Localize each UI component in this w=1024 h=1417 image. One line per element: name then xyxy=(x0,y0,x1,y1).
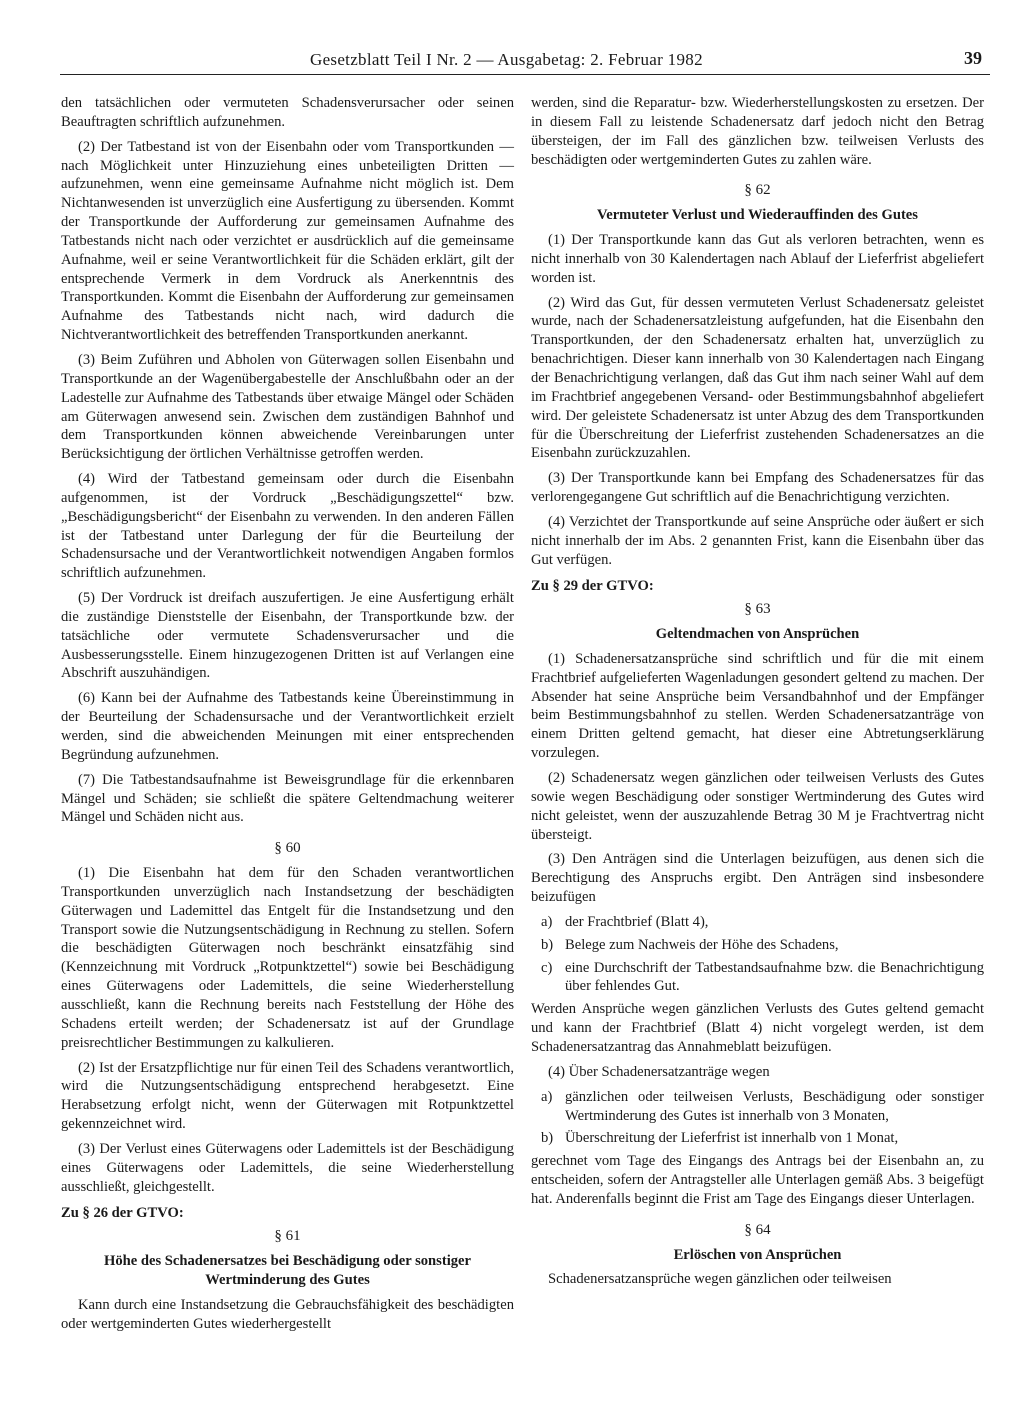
paragraph: (2) Schadenersatz wegen gänzlichen oder teilweisen Verlusts des Gutes sowie wegen Beschädigung oder sonstiger Wertminderung des Gutes wird nicht geleistet, wenn der auszuzahlende Betrag 30 M je Frachtvertrag nicht übersteigt. xyxy=(531,770,984,843)
section-heading-64: § 64 xyxy=(744,1221,771,1238)
list-item xyxy=(531,1129,984,1148)
list-item-text: der Frachtbrief (Blatt 4), xyxy=(565,913,709,930)
list-item-text: eine Durchschrift der Tatbestandsaufnahme bzw. die Benachrichtigung über fehlendes Gut. xyxy=(565,959,984,995)
list-item-label: b) xyxy=(541,1130,554,1147)
paragraph: (1) Die Eisenbahn hat dem für den Schaden verantwortlichen Transportkunden unverzüglich nach Instandsetzung der beschädigten Güterwagen und Lademittel das Entgelt für die Instandsetzung und den Transport sowie die Nutzungsentschädigung in Rechnung zu stellen. Sofern die beschädigten Güterwagen noch beschränkt einsatzfähig sind (Kennzeichnung mit Vordruck „Rotpunktzettel“) sowie bei Beschädigung eines Güterwagens oder Lademittels, die seine Wiederherstellung ausschließt, kann die Rechnung bereits nach Feststellung der Höhe des Schadens erteilt werden; der Schadenersatz ist auf der Grundlage preisrechtlicher Bestimmungen zu kalkulieren. xyxy=(61,865,514,1051)
section-heading-62: § 62 xyxy=(744,182,771,199)
list-item xyxy=(531,959,984,997)
list-item xyxy=(531,936,984,955)
list-item-label: c) xyxy=(541,959,553,976)
list-item xyxy=(531,913,984,932)
page-header-title: Gesetzblatt Teil I Nr. 2 — Ausgabetag: 2. Februar 1982 xyxy=(310,50,703,69)
paragraph: (1) Der Transportkunde kann das Gut als verloren betrachten, wenn es nicht innerhalb von 30 Kalendertagen nach Ablauf der Lieferfrist abgeliefert worden ist. xyxy=(531,232,984,286)
paragraph: (3) Der Transportkunde kann bei Empfang des Schadenersatzes für das verlorengegangene Gut schriftlich auf die Benachrichtigung verzichten. xyxy=(531,470,984,506)
list-item-text: Überschreitung der Lieferfrist ist innerhalb von 1 Monat, xyxy=(565,1130,899,1147)
paragraph: den tatsächlichen oder vermuteten Schadensverursacher oder seinen Beauftragten schriftlich aufzunehmen. xyxy=(61,95,514,130)
paragraph: Schadenersatzansprüche wegen gänzlichen oder teilweisen xyxy=(548,1271,892,1288)
paragraph: (3) Der Verlust eines Güterwagens oder Lademittels ist der Beschädigung eines Güterwagens oder Lademittels, die seine Wiederherstellung ausschließt, gleichgestellt. xyxy=(61,1140,514,1195)
paragraph: (3) Beim Zuführen und Abholen von Güterwagen sollen Eisenbahn und Transportkunde an der Wagenübergabestelle der Anschlußbahn oder an der Ladestelle zur Aufnahme des Tatbestands über etwaige Mängel oder Schäden am Güterwagen anwesend sein. Zwischen dem zuständigen Bahnhof und dem Transportkunden können abweichende Vereinbarungen unter Berücksichtigung der örtlichen Verhältnisse getroffen werden. xyxy=(61,351,514,463)
paragraph: (2) Ist der Ersatzpflichtige nur für einen Teil des Schadens verantwortlich, wird die Nutzungsentschädigung entsprechend herabgesetzt. Eine Herabsetzung erfolgt nicht, wenn der Güterwagen mit Rotpunktzettel gekennzeichnet wird. xyxy=(61,1059,514,1133)
section-title-62: Vermuteter Verlust und Wiederauffinden des Gutes xyxy=(597,207,918,224)
list-item-label: a) xyxy=(541,1088,553,1105)
left-column xyxy=(61,94,514,1339)
section-title-64: Erlöschen von Ansprüchen xyxy=(673,1246,842,1263)
page-header xyxy=(60,48,990,75)
paragraph: (4) Wird der Tatbestand gemeinsam oder durch die Eisenbahn aufgenommen, ist der Vordruck „Beschädigungszettel“ bzw. „Beschädigungsbericht“ der Eisenbahn zu verwenden. In den anderen Fällen ist der Tatbestand unter Darlegung der für die Beurteilung der Schadensursache und der Verantwortlichkeit notwendigen Angaben formlos schriftlich aufzunehmen. xyxy=(61,471,514,582)
section-heading-60: § 60 xyxy=(274,840,301,857)
paragraph: werden, sind die Reparatur- bzw. Wiederherstellungskosten zu ersetzen. Der in diesem Fall zu leistende Schadenersatz darf jedoch nicht den Betrag übersteigen, der im Fall des gänzlichen bzw. teilweisen Verlusts des beschädigten oder wertgeminderten Gutes zu zahlen wäre. xyxy=(531,95,984,168)
list-item-label: b) xyxy=(541,936,554,953)
gtvo-reference-heading: Zu § 29 der GTVO: xyxy=(531,578,654,595)
section-heading-63: § 63 xyxy=(744,601,771,618)
paragraph: gerechnet vom Tage des Eingangs des Antrags bei der Eisenbahn an, zu entscheiden, sofern der Antragsteller alle Unterlagen gemäß Abs. 3 beigefügt hat. Anderenfalls beginnt die Frist am Tage des Eingangs dieser Unterlagen. xyxy=(531,1153,984,1207)
paragraph: (6) Kann bei der Aufnahme des Tatbestands keine Übereinstimmung in der Beurteilung der Schadensursache und der Verantwortlichkeit erzielt werden, sind die abweichenden Meinungen mit einer entsprechenden Begründung aufzunehmen. xyxy=(61,690,514,763)
paragraph: (1) Schadenersatzansprüche sind schriftlich und für die mit einem Frachtbrief aufgelieferten Wagenladungen gesondert geltend zu machen. Der Absender hat seine Ansprüche beim Versandbahnhof und der Empfänger beim Bestimmungsbahnhof zu stellen. Werden Schadenersatzanträge von einem Dritten geltend gemacht, hat dieser eine Abtretungserklärung vorzulegen. xyxy=(531,650,984,762)
list-item xyxy=(531,1088,984,1126)
paragraph: (4) Verzichtet der Transportkunde auf seine Ansprüche oder äußert er sich nicht innerhalb der im Abs. 2 genannten Frist, kann die Eisenbahn über das Gut verfügen. xyxy=(531,513,984,568)
page-number: 39 xyxy=(964,48,982,68)
gtvo-reference-heading: Zu § 26 der GTVO: xyxy=(61,1205,184,1222)
paragraph: Werden Ansprüche wegen gänzlichen Verlusts des Gutes geltend gemacht und kann der Frachtbrief (Blatt 4) nicht vorgelegt werden, ist dem Schadenersatzantrag das Annahmeblatt beizufügen. xyxy=(531,1001,984,1055)
section-title-63: Geltendmachen von Ansprüchen xyxy=(655,626,860,643)
paragraph: (3) Den Anträgen sind die Unterlagen beizufügen, aus denen sich die Berechtigung des Anspruchs ergibt. Den Anträgen sind insbesondere beizufügen xyxy=(531,851,984,906)
paragraph: (2) Der Tatbestand ist von der Eisenbahn oder vom Transportkunden — nach Möglichkeit unter Hinzuziehung eines unbeteiligten Dritten — aufzunehmen, wenn eine gemeinsame Aufnahme nicht möglich ist. Dem Nichtanwesenden ist unverzüglich eine Ausfertigung zu übersenden. Kommt der Transportkunde der Aufforderung zur gemeinsamen Aufnahme des Tatbestands nicht nach oder verzichtet er ausdrücklich auf die gemeinsame Aufnahme, weil er seine Verantwortlichkeit für die Schäden erklärt, gilt der entsprechende Vermerk in dem Vordruck als Anerkenntnis des Transportkunden. Kommt die Eisenbahn der Aufforderung zur gemeinsamen Aufnahme des Tatbestands nicht nach, wird dadurch die Nichtverantwortlichkeit des betreffenden Transportkunden anerkannt. xyxy=(61,138,514,344)
paragraph: (5) Der Vordruck ist dreifach auszufertigen. Je eine Ausfertigung erhält die zuständige Dienststelle der Eisenbahn, der Transportkunde bzw. der tatsächliche oder vermutete Schadensverursacher und die Ausbesserungsstelle. Einem hinzugezogenen Dritten ist auf Verlangen eine Abschrift auszuhändigen. xyxy=(61,590,514,682)
right-column xyxy=(531,94,984,1295)
section-title-61: Höhe des Schadenersatzes bei Beschädigung oder sonstiger Wertminderung des Gutes xyxy=(103,1253,472,1288)
list-item-label: a) xyxy=(541,913,553,930)
list-item-text: Belege zum Nachweis der Höhe des Schadens, xyxy=(565,936,839,953)
paragraph: (4) Über Schadenersatzanträge wegen xyxy=(548,1063,770,1080)
paragraph: (7) Die Tatbestandsaufnahme ist Beweisgrundlage für die erkennbaren Mängel und Schäden; sie schließt die spätere Geltendmachung weiterer Mängel und Schäden nicht aus. xyxy=(61,771,514,826)
list-item-text: gänzlichen oder teilweisen Verlusts, Beschädigung oder sonstiger Wertminderung des Gutes ist innerhalb von 3 Monaten, xyxy=(565,1088,984,1124)
section-heading-61: § 61 xyxy=(274,1228,301,1245)
paragraph: Kann durch eine Instandsetzung die Gebrauchsfähigkeit des beschädigten oder wertgeminderten Gutes wiederhergestellt xyxy=(61,1296,514,1332)
paragraph: (2) Wird das Gut, für dessen vermuteten Verlust Schadenersatz geleistet wurde, nach der Schadenersatzleistung aufgefunden, hat die Eisenbahn den Transportkunden, der den Schadenersatz erhalten hat, unverzüglich zu benachrichtigen. Dieser kann innerhalb von 30 Kalendertagen nach Eingang der Benachrichtigung verlangen, daß das Gut ihm nach seiner Wahl auf dem im Frachtbrief angegebenen Versand- oder Bestimmungsbahnhof abgeliefert wird. Der geleistete Schadenersatz ist unter Abzug des dem Transportkunden für die Überschreitung der Lieferfrist zustehenden Schadenersatzes an die Eisenbahn zurückzuzahlen. xyxy=(531,294,984,462)
